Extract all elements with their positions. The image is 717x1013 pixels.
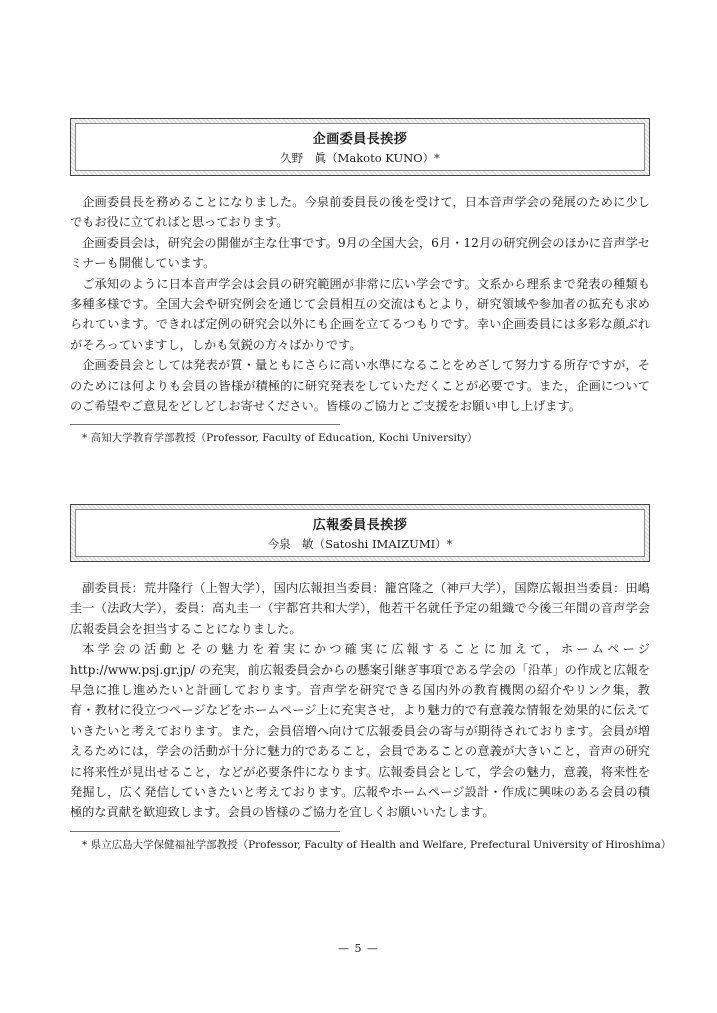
paragraph: 企画委員会は，研究会の開催が主な仕事です。9月の全国大会，6月・12月の研究例会のほかに音声学セミナーも開催しています。 xyxy=(70,235,650,271)
footnote-divider xyxy=(70,424,340,425)
paragraph: 企画委員長を務めることになりました。今泉前委員長の後を受けて，日本音声学会の発展のために少しでもお役に立てればと思っております。 xyxy=(70,195,650,230)
title-inner xyxy=(75,123,645,171)
section-body xyxy=(70,578,650,823)
author-line: 久野 眞（Makoto KUNO）* xyxy=(280,151,440,165)
paragraph: 副委員長：荒井隆行（上智大学），国内広報担当委員：籠宮隆之（神戸大学），国際広報担当委員：田嶋圭一（法政大学），委員：高丸圭一（宇都宮共和大学），他若干名就任予定の組織で今後三年間の音声学会広報委員会を担当することになりました。 xyxy=(70,581,650,636)
planning-committee-section xyxy=(70,118,650,445)
title-frame xyxy=(70,118,650,176)
title-inner xyxy=(75,509,645,557)
section-body xyxy=(70,192,650,416)
footnote-divider xyxy=(70,831,340,832)
publicity-committee-section xyxy=(70,504,672,852)
paragraph: 本学会の活動とその魅力を着実にかつ確実に広報することに加えて，ホームページ http://www.psj.gr.jp/ の充実，前広報委員会からの懸案引継ぎ事項である学会の「沿革」の作成と広報を早急に推し進めたいと計画しております。音声学を研究できる国内外の教育機関の紹介やリンク集，教育・教材に役立つページなどをホームページ上に充実させ，より魅力的で有意義な情報を効果的に伝えていきたいと考えております。また，会員倍増へ向けて広報委員会の寄与が期待されております。会員が増えるためには，学会の活動が十分に魅力的であること，会員であることの意義が大きいこと，音声の研究に将来性が見出せること，などが必要条件になります。広報委員会として，学会の魅力，意義，将来性を発掘し，広く発信していきたいと考えております。広報やホームページ設計・作成に興味のある会員の積極的な貢献を歓迎致します。会員の皆様のご協力を宜しくお願いいたします。 xyxy=(70,642,650,820)
paragraph: 企画委員会としては発表が質・量ともにさらに高い水準になることをめざして努力する所存ですが，そのためには何よりも会員の皆様が積極的に研究発表をしていただくことが必要です。また，企画についてのご希望やご意見をどしどしお寄せください。皆様のご協力とご支援をお願い申し上げます。 xyxy=(70,358,650,414)
section-title: 企画委員長挨拶 xyxy=(312,132,408,147)
page-number: — 5 — xyxy=(338,942,379,955)
author-line: 今泉 敏（Satoshi IMAIZUMI）* xyxy=(267,537,453,551)
paragraph: ご承知のように日本音声学会は会員の研究範囲が非常に広い学会です。文系から理系まで発表の種類も多種多様です。全国大会や研究例会を通じて会員相互の交流はもとより，研究領域や参加者の拡充も求められています。できれば定例の研究会以外にも企画を立てるつもりです。幸い企画委員には多彩な顔ぶれがそろっていますし，しかも気鋭の方々ばかりです。 xyxy=(70,276,650,352)
section-title: 広報委員長挨拶 xyxy=(312,518,408,533)
title-frame xyxy=(70,504,650,562)
footnote: * 高知大学教育学部教授（Professor, Faculty of Education, Kochi University） xyxy=(82,432,478,445)
footnote: * 県立広島大学保健福祉学部教授（Professor, Faculty of Health and Welfare, Prefectural University of Hiroshima） xyxy=(82,838,672,851)
